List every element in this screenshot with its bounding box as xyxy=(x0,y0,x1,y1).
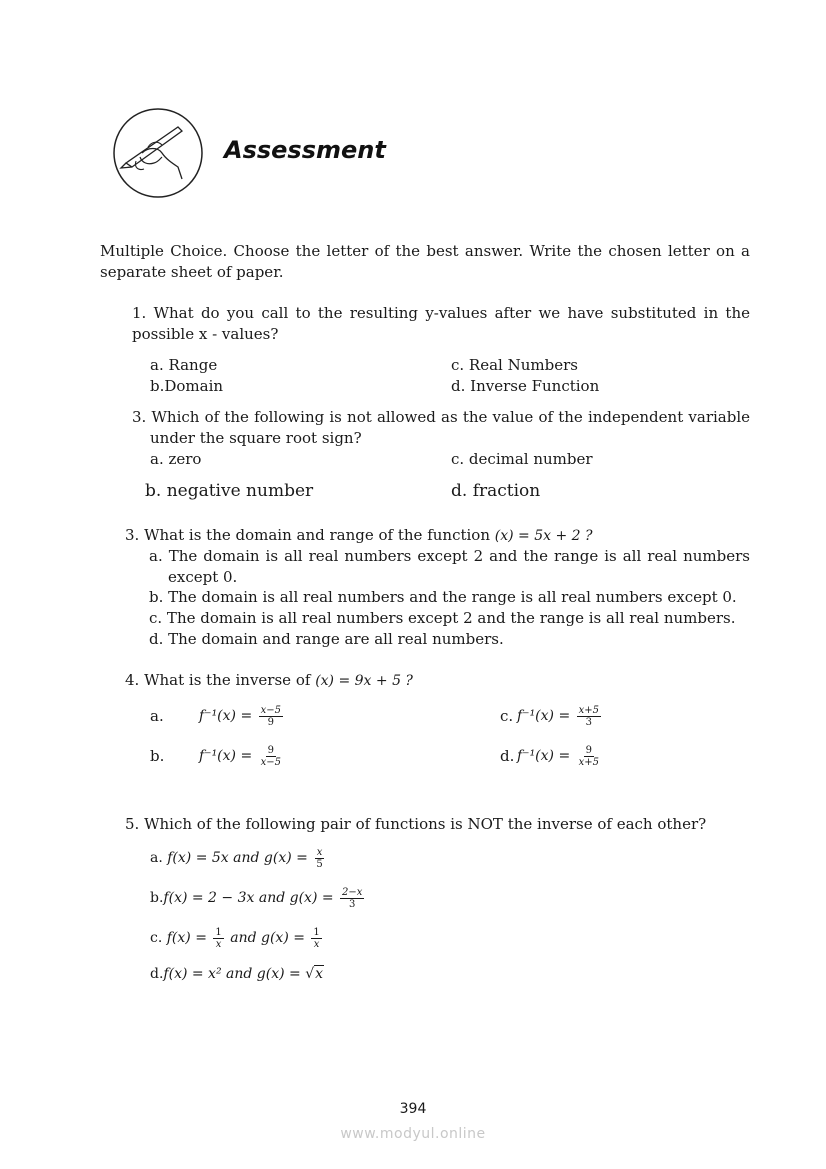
q5-d-sqrt: √x xyxy=(305,966,324,982)
q5-a-num: x xyxy=(316,846,323,858)
q3-option-c: c. The domain is all real numbers except 2 and the range is all real numbers. xyxy=(149,609,736,627)
q1-option-d: d. Inverse Function xyxy=(451,377,600,395)
q5-b-expr: f(x) = 2 − 3x and g(x) = xyxy=(163,890,334,906)
question-5: 5. Which of the following pair of functions is NOT the inverse of each other? xyxy=(125,815,707,833)
q4-option-c-label: c. xyxy=(500,707,514,725)
q4-d-lhs: f⁻¹(x) = xyxy=(517,748,571,764)
q4-b-lhs: f⁻¹(x) = xyxy=(199,748,253,764)
q4-d-num: 9 xyxy=(585,744,593,756)
q5-c-label: c. xyxy=(150,930,163,946)
q5-c-expr1: f(x) = xyxy=(166,930,207,946)
q4-c-lhs: f⁻¹(x) = xyxy=(517,708,571,724)
q2-option-a: a. zero xyxy=(150,450,202,468)
q4-option-d-label: d. xyxy=(500,747,515,765)
q5-c-fraction-1 xyxy=(213,927,223,950)
question-1: 1. What do you call to the resulting y-values after we have substituted in the possible x - values? xyxy=(132,304,750,343)
q4-option-a xyxy=(199,700,285,732)
q5-option-d xyxy=(150,960,324,988)
q4-d-fraction xyxy=(577,745,601,768)
q5-c-num2: 1 xyxy=(313,926,320,938)
question-4-function: (x) = 9x + 5 ? xyxy=(315,673,413,689)
q4-c-num: x+5 xyxy=(578,704,600,716)
q2-option-d: d. fraction xyxy=(451,481,541,501)
q4-b-fraction xyxy=(259,745,283,768)
q1-option-c: c. Real Numbers xyxy=(451,356,578,374)
question-3 xyxy=(125,525,593,546)
q2-option-b: b. negative number xyxy=(145,481,314,501)
instructions: Multiple Choice. Choose the letter of the best answer. Write the chosen letter on a separate sheet of paper. xyxy=(100,242,750,281)
q5-a-den: 5 xyxy=(316,858,323,870)
q5-c-den1: x xyxy=(215,938,222,950)
question-4 xyxy=(125,670,413,691)
q4-option-b-label: b. xyxy=(150,747,165,765)
q5-b-label: b. xyxy=(150,890,164,906)
q3-option-d: d. The domain and range are all real numbers. xyxy=(149,630,504,648)
q4-option-b xyxy=(199,740,285,772)
q5-c-num1: 1 xyxy=(215,926,222,938)
q5-c-den2: x xyxy=(313,938,320,950)
q5-option-c xyxy=(150,922,324,954)
q2-option-c: c. decimal number xyxy=(451,450,593,468)
writing-hand-icon xyxy=(112,107,204,199)
q1-option-a: a. Range xyxy=(150,356,218,374)
q5-a-fraction xyxy=(314,847,324,870)
q5-d-label: d. xyxy=(150,966,164,982)
q5-b-fraction xyxy=(340,887,364,910)
q4-c-den: 3 xyxy=(585,716,593,728)
q4-a-den: 9 xyxy=(267,716,275,728)
q3-option-a: a. The domain is all real numbers except 2 and the range is all real numbers xyxy=(149,547,750,565)
q4-a-lhs: f⁻¹(x) = xyxy=(199,708,253,724)
q4-b-num: 9 xyxy=(267,744,275,756)
question-2-text: 3. Which of the following is not allowed as the value of the independent variable under the square root sign? xyxy=(132,408,750,447)
q5-c-fraction-2 xyxy=(311,927,321,950)
question-2 xyxy=(132,407,750,449)
question-4-text: 4. What is the inverse of xyxy=(125,671,311,689)
question-3-function: (x) = 5x + 2 ? xyxy=(494,528,593,544)
page-number: 394 xyxy=(399,1101,427,1117)
q5-option-a xyxy=(150,842,327,874)
q4-a-num: x−5 xyxy=(260,704,282,716)
q4-option-a-label: a. xyxy=(150,707,164,725)
q1-option-b: b.Domain xyxy=(150,377,224,395)
q5-a-label: a. xyxy=(150,850,163,866)
q5-d-radicand: x xyxy=(315,966,324,982)
watermark: www.modyul.online xyxy=(340,1126,486,1142)
q3-option-a-cont: except 0. xyxy=(168,568,238,586)
q5-d-expr: f(x) = x² and g(x) = xyxy=(163,966,301,982)
q4-b-den: x−5 xyxy=(260,756,282,768)
question-3-text: 3. What is the domain and range of the function xyxy=(125,526,490,544)
q4-d-den: x+5 xyxy=(578,756,600,768)
q5-c-expr2: and g(x) = xyxy=(230,930,305,946)
q4-option-c xyxy=(517,700,603,732)
q4-option-d xyxy=(517,740,603,772)
q5-option-b xyxy=(150,882,366,914)
page-title: Assessment xyxy=(224,136,386,164)
q5-a-expr: f(x) = 5x and g(x) = xyxy=(167,850,308,866)
q3-option-b: b. The domain is all real numbers and the range is all real numbers except 0. xyxy=(149,588,737,606)
q4-a-fraction xyxy=(259,705,283,728)
q5-b-den: 3 xyxy=(349,898,356,910)
q4-c-fraction xyxy=(577,705,601,728)
q5-b-num: 2−x xyxy=(342,886,363,898)
